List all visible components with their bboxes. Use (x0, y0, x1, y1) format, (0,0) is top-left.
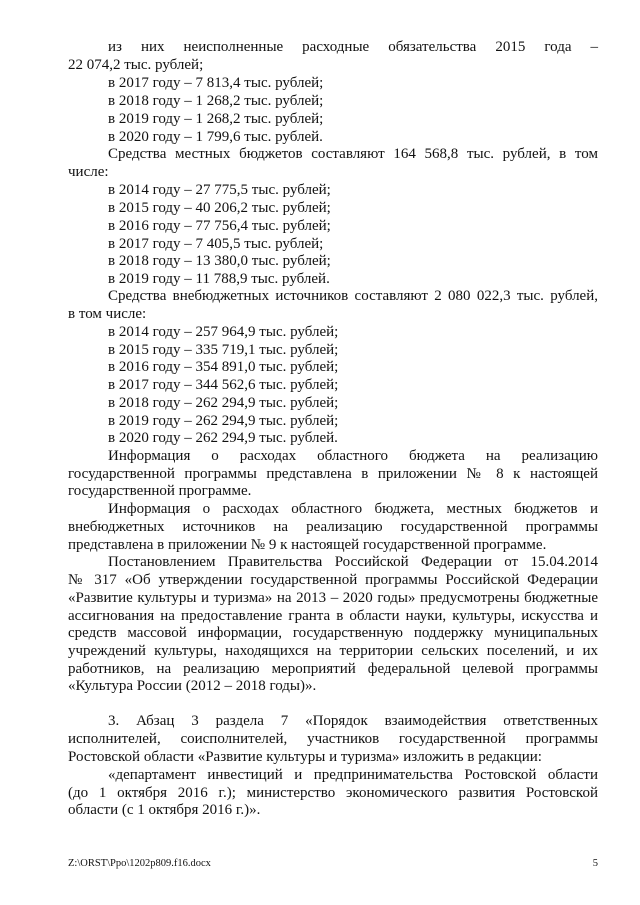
text-line: области (с 1 октября 2016 г.)». (68, 802, 261, 818)
text-line: в 2018 году – 1 268,2 тыс. рублей; (108, 93, 324, 109)
text-line: Информация о расходах областного бюджета на реализацию (108, 448, 598, 464)
text-line: Ростовской области «Развитие культуры и туризма» изложить в редакции: (68, 749, 542, 765)
text-line: внебюджетных источников на реализацию государственной программы (68, 519, 598, 535)
text-line: в 2020 году – 262 294,9 тыс. рублей. (108, 430, 338, 446)
text-line: в 2015 году – 40 206,2 тыс. рублей; (108, 200, 331, 216)
text-line: ассигнования на предоставление гранта в области науки, культуры, искусства и (68, 608, 598, 624)
text-line: в том числе: (68, 306, 147, 322)
text-line: в 2017 году – 7 813,4 тыс. рублей; (108, 75, 324, 91)
text-line: в 2018 году – 13 380,0 тыс. рублей; (108, 253, 331, 269)
text-line: Информация о расходах областного бюджета, местных бюджетов и (108, 501, 598, 517)
text-line: средств массовой информации, государственную поддержку муниципальных (68, 625, 598, 641)
text-line: исполнителей, соисполнителей, участников государственной программы (68, 731, 598, 747)
text-line: из них неисполненные расходные обязательства 2015 года – (108, 39, 598, 55)
text-line: в 2016 году – 77 756,4 тыс. рублей; (108, 218, 331, 234)
text-line: в 2015 году – 335 719,1 тыс. рублей; (108, 342, 339, 358)
text-line: (до 1 октября 2016 г.); министерство экономического развития Ростовской (68, 785, 598, 801)
text-line: государственной программе. (68, 483, 252, 499)
text-line: в 2019 году – 11 788,9 тыс. рублей. (108, 271, 330, 287)
text-line: в 2017 году – 344 562,6 тыс. рублей; (108, 377, 339, 393)
text-line: работников, на реализацию мероприятий федеральной целевой программы (68, 661, 598, 677)
text-line: в 2014 году – 257 964,9 тыс. рублей; (108, 324, 339, 340)
text-line: числе: (68, 164, 109, 180)
text-line: государственной программы представлена в приложении № 8 к настоящей (68, 466, 598, 482)
text-line: в 2019 году – 1 268,2 тыс. рублей; (108, 111, 324, 127)
text-line: в 2020 году – 1 799,6 тыс. рублей. (108, 129, 323, 145)
text-line: «департамент инвестиций и предпринимательства Ростовской области (108, 767, 598, 783)
file-path: Z:\ORST\Ppo\1202p809.f16.docx (68, 858, 211, 869)
text-line: 3. Абзац 3 раздела 7 «Порядок взаимодействия ответственных (108, 713, 598, 729)
text-line: в 2014 году – 27 775,5 тыс. рублей; (108, 182, 331, 198)
text-line: № 317 «Об утверждении государственной программы Российской Федерации (68, 572, 598, 588)
text-line: в 2018 году – 262 294,9 тыс. рублей; (108, 395, 339, 411)
text-line: Постановлением Правительства Российской Федерации от 15.04.2014 (108, 554, 598, 570)
text-line: Средства внебюджетных источников составляют 2 080 022,3 тыс. рублей, (108, 288, 598, 304)
page-number: 5 (592, 858, 598, 869)
text-line: в 2017 году – 7 405,5 тыс. рублей; (108, 236, 324, 252)
text-line: в 2016 году – 354 891,0 тыс. рублей; (108, 359, 339, 375)
text-line: «Развитие культуры и туризма» на 2013 – 2020 годы» предусмотрены бюджетные (68, 590, 598, 606)
text-line: «Культура России (2012 – 2018 годы)». (68, 678, 317, 694)
text-line: представлена в приложении № 9 к настоящей государственной программе. (68, 537, 547, 553)
text-line: в 2019 году – 262 294,9 тыс. рублей; (108, 413, 339, 429)
text-line: Средства местных бюджетов составляют 164 568,8 тыс. рублей, в том (108, 146, 598, 162)
text-line: 22 074,2 тыс. рублей; (68, 57, 204, 73)
text-line: учреждений культуры, находящихся на территории сельских поселений, и их (68, 643, 598, 659)
